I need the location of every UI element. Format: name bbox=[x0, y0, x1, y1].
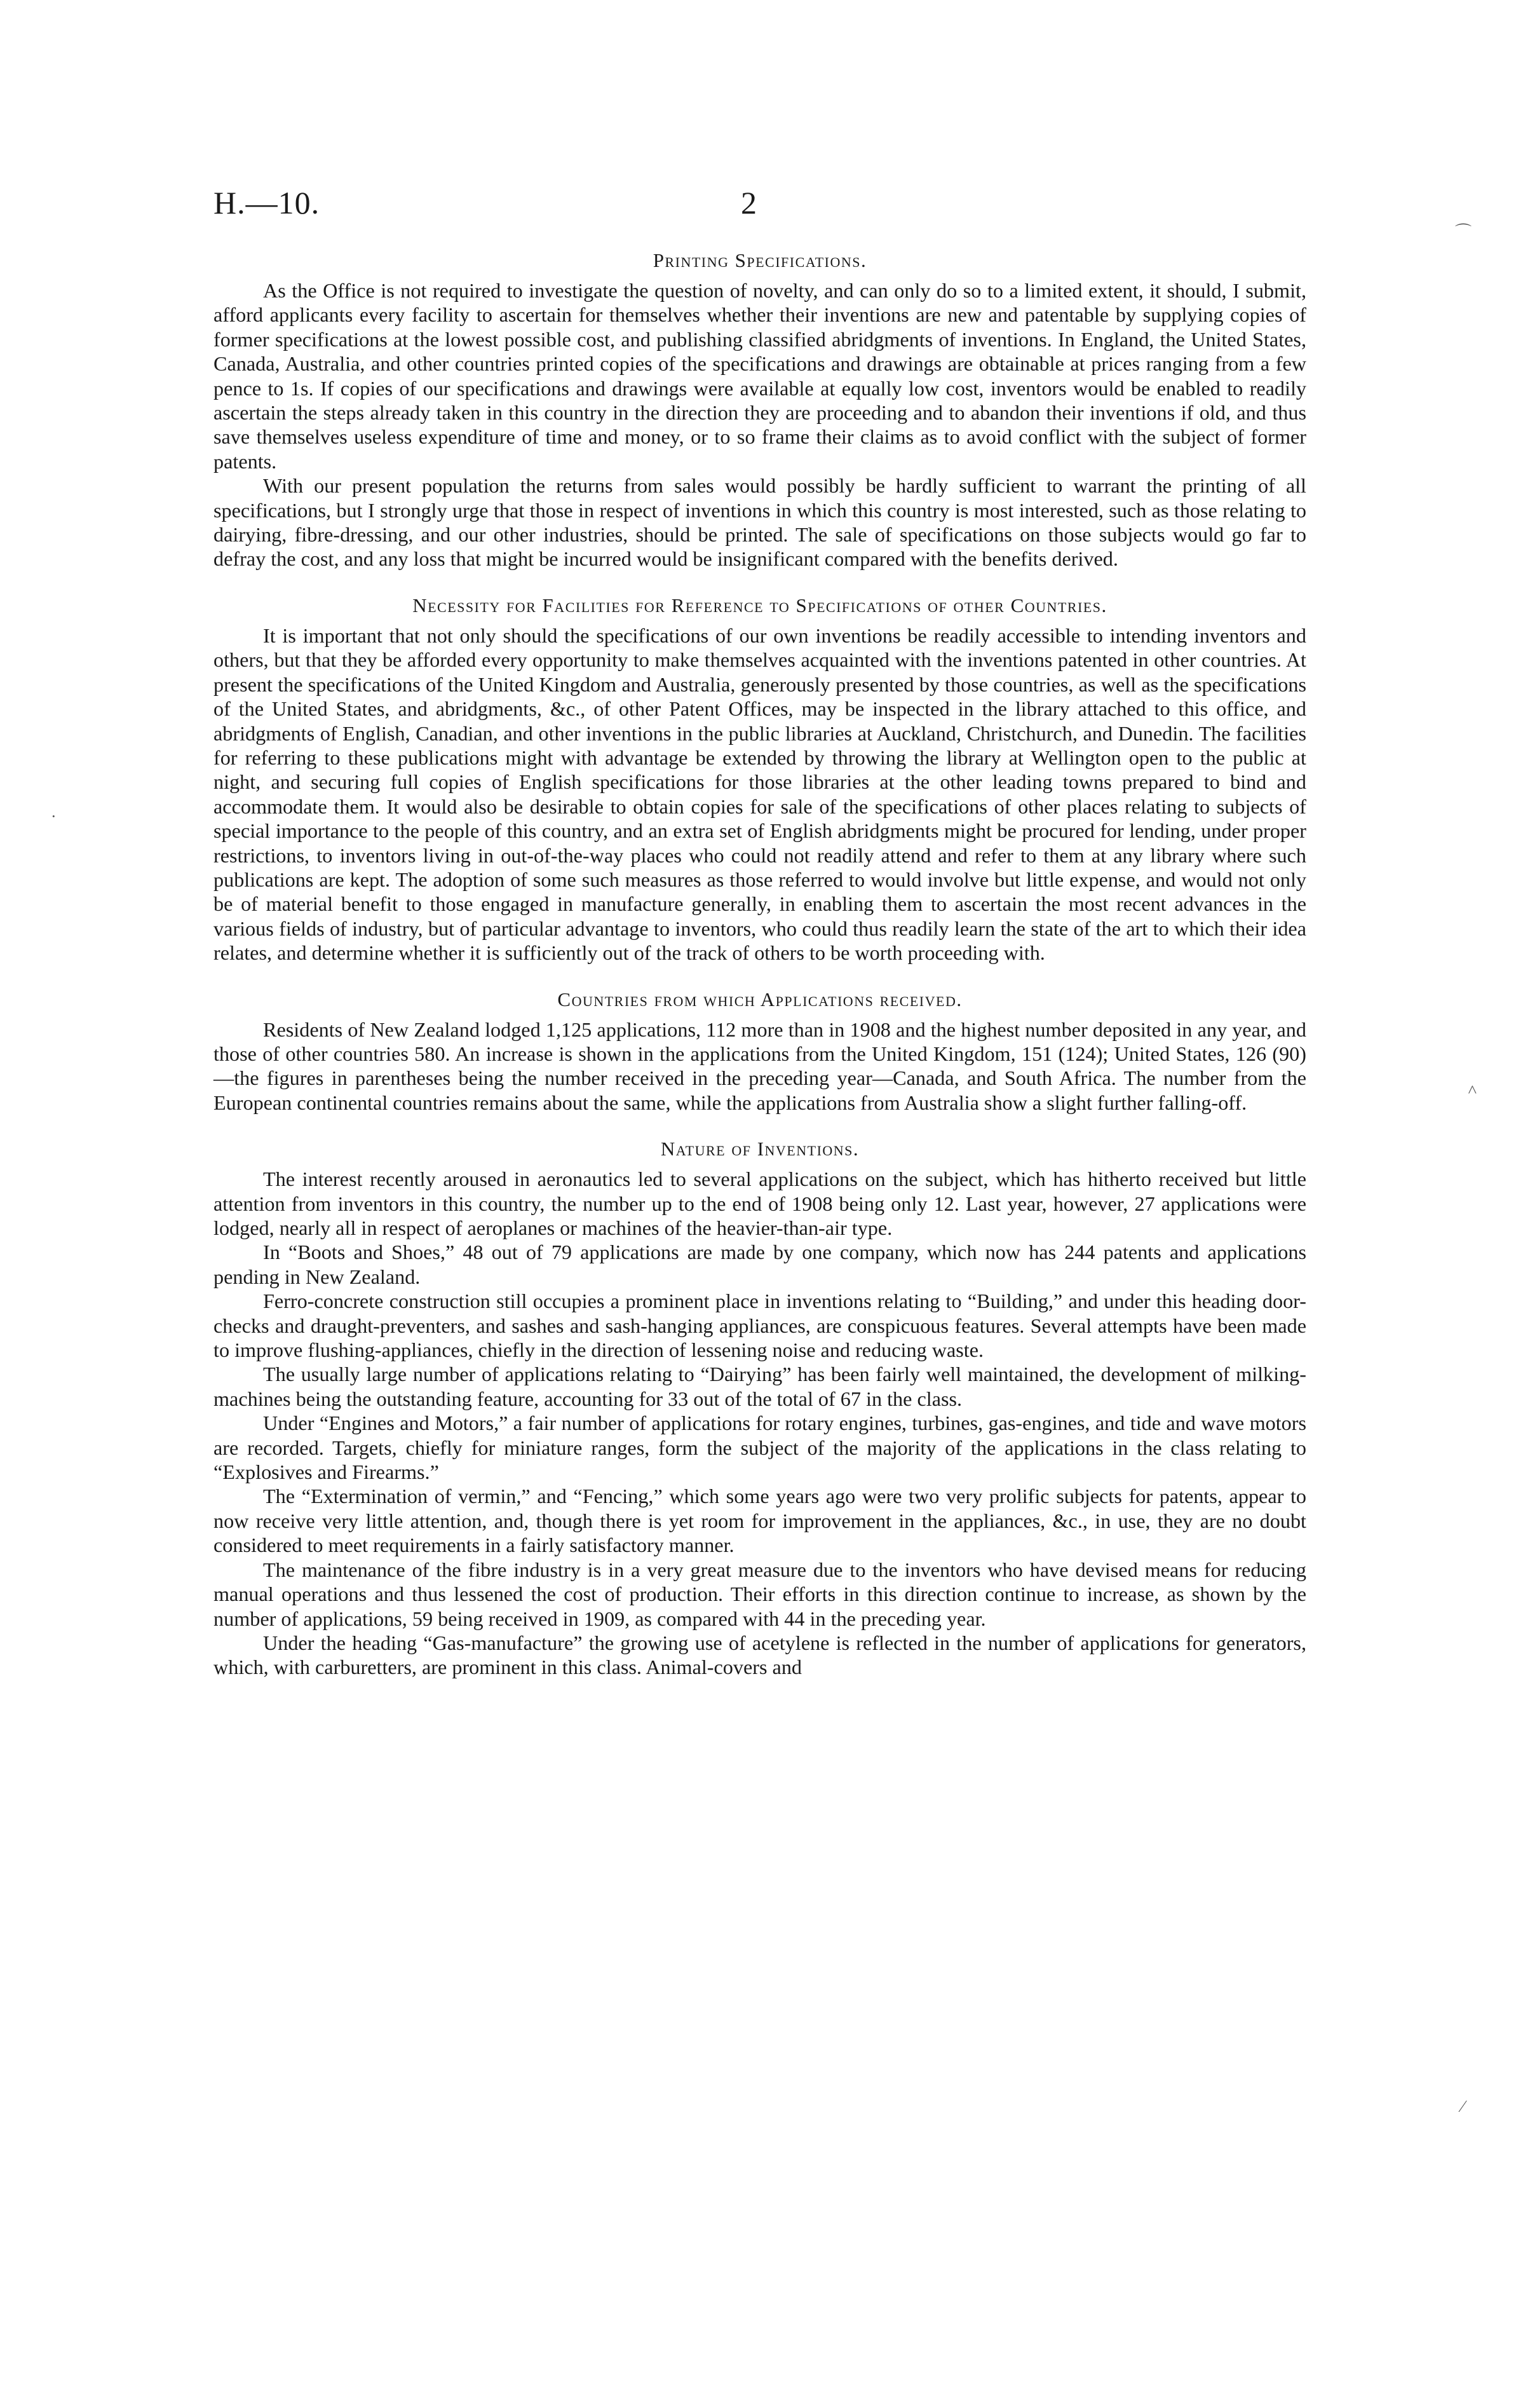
scan-speck: ⌒ bbox=[1455, 223, 1472, 241]
paragraph: As the Office is not required to investigate the question of novelty, and can only do so to a limited extent, it should, I submit, afford applicants every facility to ascertain for themselves whether their inventions are new and patentable by supplying copies of former specifications at the lowest possible cost, and publishing classified abridgments of inventions. In England, the United States, Canada, Australia, and other countries printed copies of the specifications and drawings are obtainable at prices ranging from a few pence to 1s. If copies of our specifications and drawings were available at equally low cost, inventors would be enabled to readily ascertain the steps already taken in this country in the direction they are proceeding and to abandon their inventions if old, and thus save themselves useless expenditure of time and money, or to so frame their claims as to avoid conflict with the subject of former patents. bbox=[213, 279, 1306, 473]
page-header bbox=[213, 184, 1306, 235]
paragraph: The maintenance of the fibre industry is in a very great measure due to the inventors who have devised means for reducing manual operations and thus lessened the cost of production. Their efforts in this direction continue to increase, as shown by the number of applications, 59 being received in 1909, as compared with 44 in the preceding year. bbox=[213, 1558, 1306, 1630]
scan-speck: · bbox=[51, 807, 57, 826]
page-number: 2 bbox=[741, 185, 757, 221]
document-reference: H.—10. bbox=[213, 185, 320, 221]
section-countries-applications bbox=[213, 987, 1306, 1115]
document-body bbox=[213, 248, 1306, 1680]
paragraph: The “Extermination of vermin,” and “Fencing,” which some years ago were two very prolific subjects for patents, appear to now receive very little attention, and, though there is yet room for improvement in the appliances, &c., in use, they are no doubt considered to meet requirements in a fairly satisfactory manner. bbox=[213, 1485, 1306, 1557]
section-heading: Printing Specifications. bbox=[653, 249, 867, 271]
section-printing-specifications bbox=[213, 248, 1306, 571]
paragraph: The usually large number of applications relating to “Dairying” has been fairly well maintained, the development of milking-machines being the outstanding feature, accounting for 33 out of the total of 67 in the class. bbox=[213, 1363, 1306, 1410]
section-heading: Countries from which Applications received. bbox=[557, 988, 963, 1010]
paragraph: Residents of New Zealand lodged 1,125 applications, 112 more than in 1908 and the highest number deposited in any year, and those of other countries 580. An increase is shown in the applications from the United Kingdom, 151 (124); United States, 126 (90)—the figures in parentheses being the number received in the preceding year—Canada, and South Africa. The number from the European continental countries remains about the same, while the applications from Australia show a slight further falling-off. bbox=[213, 1017, 1306, 1114]
paragraph: Ferro-concrete construction still occupies a prominent place in inventions relating to “Building,” and under this heading door-checks and draught-preventers, and sashes and sash-hanging appliances, are conspicuous features. Several attempts have been made to improve flushing-appliances, chiefly in the direction of lessening noise and reducing waste. bbox=[213, 1289, 1306, 1362]
section-heading: Necessity for Facilities for Reference to Specifications of other Countries. bbox=[412, 594, 1107, 616]
section-facilities-for-reference bbox=[213, 593, 1306, 965]
paragraph: Under “Engines and Motors,” a fair number of applications for rotary engines, turbines, gas-engines, and tide and wave motors are recorded. Targets, chiefly for miniature ranges, form the subject of the majority of the applications in the class relating to “Explosives and Firearms.” bbox=[213, 1411, 1306, 1484]
paragraph: It is important that not only should the specifications of our own inventions be readily accessible to intending inventors and others, but that they be afforded every opportunity to make themselves acquainted with the inventions patented in other countries. At present the specifications of the United Kingdom and Australia, generously presented by those countries, as well as the specifications of the United States, and abridgments, &c., of other Patent Offices, may be inspected in the library attached to this office, and abridgments of English, Canadian, and other inventions in the public libraries at Auckland, Christchurch, and Dunedin. The facilities for referring to these publications might with advantage be extended by throwing the library at Wellington open to the public at night, and securing full copies of English specifications for those libraries at the other leading towns prepared to bind and accommodate them. It would also be desirable to obtain copies for sale of the specifications of other places relating to subjects of special importance to the people of this country, and an extra set of English abridgments might be procured for lending, under proper restrictions, to inventors living in out-of-the-way places who could not readily attend and refer to them at any library where such publications are kept. The adoption of some such measures as those referred to would involve but little expense, and would not only be of material benefit to those engaged in manufacture generally, in enabling them to ascertain the most recent advances in the various fields of industry, but of particular advantage to inventors, who could thus readily learn the state of the art to which their idea relates, and determine whether it is sufficiently out of the track of others to be worth proceeding with. bbox=[213, 623, 1306, 965]
paragraph: With our present population the returns from sales would possibly be hardly sufficient to warrant the printing of all specifications, but I strongly urge that those in respect of inventions in which this country is most interested, such as those relating to dairying, fibre-dressing, and our other industries, should be printed. The sale of specifications on those subjects would go far to defray the cost, and any loss that might be incurred would be insignificant compared with the benefits derived. bbox=[213, 474, 1306, 571]
scan-speck: ⁄ bbox=[1461, 2097, 1465, 2116]
scan-speck: ˄ bbox=[1468, 1080, 1477, 1099]
section-nature-of-inventions bbox=[213, 1136, 1306, 1680]
section-heading: Nature of Inventions. bbox=[660, 1138, 860, 1160]
paragraph: In “Boots and Shoes,” 48 out of 79 applications are made by one company, which now has 244 patents and applications pending in New Zealand. bbox=[213, 1241, 1306, 1288]
paragraph: Under the heading “Gas-manufacture” the growing use of acetylene is reflected in the number of applications for generators, which, with carburetters, are prominent in this class. Animal-covers and bbox=[213, 1631, 1306, 1679]
paragraph: The interest recently aroused in aeronautics led to several applications on the subject, which has hitherto received but little attention from inventors in this country, the number up to the end of 1908 being only 12. Last year, however, 27 applications were lodged, nearly all in respect of aeroplanes or machines of the heavier-than-air type. bbox=[213, 1167, 1306, 1239]
